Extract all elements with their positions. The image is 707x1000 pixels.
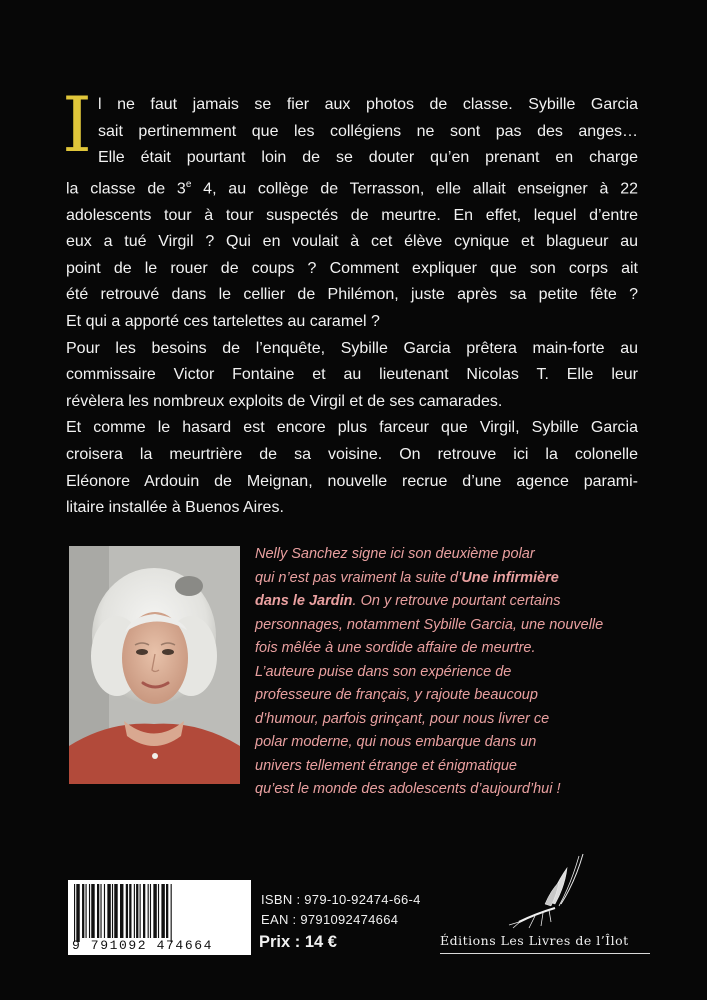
blurb-text [62, 80, 639, 522]
isbn-text: ISBN : 979-10-92474-66-4 [261, 892, 421, 907]
blurb-line: l ne faut jamais se fier aux photos de classe. Sybille Garcia [98, 96, 638, 113]
barcode [68, 880, 251, 955]
bio-line: univers tellement étrange et énigmatique [255, 757, 517, 774]
barcode-bar [161, 884, 164, 938]
barcode-bar [140, 884, 141, 938]
barcode-bar [104, 884, 105, 938]
blurb-line: Et qui a apporté ces tartelettes au caramel ? [66, 313, 380, 331]
barcode-digits: 9 791092 474664 [72, 938, 214, 953]
blurb-line: litaire installée à Buenos Aires. [66, 499, 284, 517]
barcode-bar [143, 884, 145, 938]
ean-text: EAN : 9791092474664 [261, 912, 399, 927]
barcode-bar [166, 884, 168, 938]
barcode-bar [114, 884, 117, 938]
barcode-bar [150, 884, 151, 938]
drop-cap: I [62, 80, 93, 169]
bio-line: polar moderne, qui nous embarque dans un [255, 734, 537, 750]
bio-line: L’auteure puise dans son expérience de [255, 663, 512, 680]
barcode-bar [100, 884, 101, 938]
bio-line: fois mêlée à une sordide affaire de meurtre. [255, 640, 536, 656]
blurb-line: Pour les besoins de l’enquête, Sybille Garcia prêtera main-forte au [66, 339, 638, 357]
blurb-line: croisera la meurtrière de sa voisine. On retrouve ici la colonelle [66, 446, 638, 464]
barcode-bar [129, 884, 131, 938]
author-bio [255, 543, 633, 802]
barcode-bar [91, 884, 94, 938]
blurb-line: sait pertinemment que les collégiens ne sont pas des anges… [98, 122, 638, 140]
blurb-line: Elle était pourtant loin de se douter qu’en prenant en charge [98, 149, 638, 167]
publisher-name: Éditions Les Livres de l’Îlot [440, 933, 629, 948]
barcode-bar [74, 884, 75, 942]
superscript: e [185, 178, 192, 190]
bio-line [255, 567, 633, 591]
blurb-line: Et comme le hasard est encore plus farceur que Virgil, Sybille Garcia [66, 419, 638, 437]
blurb-line-part: 4, au collège de Terrasson, elle allait enseigner à 22 [191, 180, 639, 198]
book-title: Une infirmière [461, 569, 559, 586]
bio-line: professeure de français, y rajoute beaucoup [255, 687, 538, 703]
price: Prix : 14 € [259, 933, 337, 951]
barcode-bars [68, 884, 251, 942]
author-photo [69, 546, 240, 784]
blurb-line: révèlera les nombreux exploits de Virgil et de ses camarades. [66, 392, 503, 410]
barcode-bar [76, 884, 79, 942]
barcode-bar [107, 884, 110, 938]
blurb-line: commissaire Victor Fontaine et au lieutenant Nicolas T. Elle leur [66, 366, 638, 384]
bio-line-part: . On y retrouve pourtant certains [352, 593, 561, 609]
bio-line [255, 590, 633, 614]
blurb-line [66, 172, 638, 203]
bio-line: personnages, notamment Sybille Garcia, une nouvelle [255, 616, 604, 633]
barcode-bar [86, 884, 87, 938]
barcode-bar [153, 884, 156, 938]
isbn-block [261, 890, 421, 930]
author-portrait-image [69, 546, 240, 784]
blurb-line: adolescents tour à tour suspectés de meurtre. En effet, lequel d’entre [66, 206, 638, 224]
barcode-bar [158, 884, 159, 938]
book-title: dans le Jardin [255, 593, 353, 609]
barcode-bar [171, 884, 172, 942]
bio-line-part: qui n’est pas vraiment la suite d’ [255, 569, 462, 586]
bio-line: d’humour, parfois grinçant, pour nous livrer ce [255, 710, 550, 727]
barcode-bar [134, 884, 135, 938]
barcode-bar [112, 884, 113, 938]
barcode-bar [97, 884, 99, 938]
bio-line: Nelly Sanchez signe ici son deuxième polar [255, 546, 535, 562]
barcode-bar [136, 884, 138, 938]
barcode-bar [148, 884, 149, 938]
blurb-line-part: la classe de 3 [66, 180, 186, 198]
barcode-bar [126, 884, 128, 938]
bio-line: qu’est le monde des adolescents d’aujourd’hui ! [255, 781, 561, 797]
barcode-bar [82, 884, 84, 938]
mayfly-icon [505, 852, 585, 932]
barcode-bar [89, 884, 90, 938]
blurb-line: été retrouvé dans le cellier de Philémon, juste après sa petite fête ? [66, 286, 638, 304]
blurb-line: eux a tué Virgil ? Qui en voulait à cet élève cynique et blagueur au [66, 233, 638, 251]
blurb-line: Eléonore Ardouin de Meignan, nouvelle recrue d’une agence parami- [66, 472, 638, 490]
blurb-line: point de le rouer de coups ? Comment expliquer que son corps ait [66, 259, 638, 277]
barcode-bar [120, 884, 123, 938]
publisher-underline [440, 953, 650, 954]
